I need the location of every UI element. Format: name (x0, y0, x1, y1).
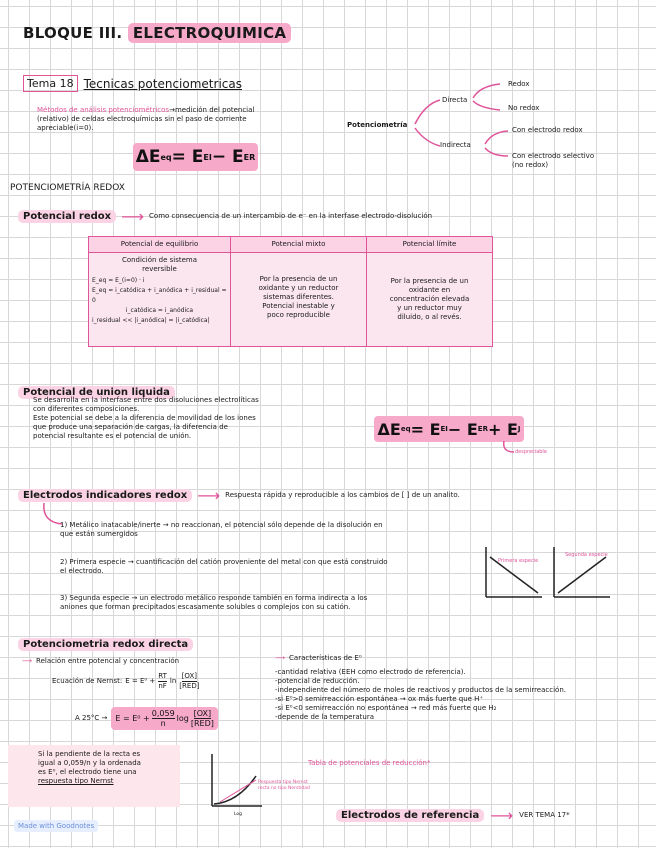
table-header-equilibrio: Potencial de equilibrio (89, 237, 231, 253)
nernst-conc (179, 672, 199, 691)
union-line2: con diferentes composiciones. (33, 405, 140, 413)
nernst-nf: nF (158, 682, 167, 690)
note-line2: igual a 0,059/n y la ordenada (38, 759, 141, 767)
cell1-line2: reversible (142, 265, 177, 273)
fu-t1-sub: EI (440, 425, 448, 433)
tree-indirecta: Indirecta (440, 141, 471, 149)
caract-4: -si E⁰>0 semirreacción espontánea → ox más fuerte que H⁺ (275, 695, 484, 703)
table-cell-limite (367, 253, 493, 347)
e25-num: 0,059 (151, 709, 175, 718)
fu-plus: + E (487, 419, 518, 439)
cell2-line3: sistemas diferentes. (263, 293, 334, 301)
formula-lhs: ΔE (135, 147, 161, 167)
relacion-text: Relación entre potencial y concentración (36, 657, 180, 665)
fu-t3-sub: J (517, 425, 521, 433)
caract-2: -potencial de reducción. (275, 677, 360, 685)
tree-redox: Redox (508, 80, 530, 88)
caract-3: -independiente del número de moles de reactivos y productos de la semirreacción. (275, 686, 566, 694)
nernst-graph-labels (258, 780, 310, 792)
potencial-redox-row (18, 207, 432, 226)
e25: E = E⁰ + (115, 714, 150, 723)
cell1-line5: i_catódica = i_anódica (125, 307, 194, 314)
metodos-highlight: Métodos de análisis potenciométricos (37, 106, 170, 114)
page-title (23, 24, 291, 42)
formula-eq: = E (171, 147, 204, 167)
item1-line1: 1) Metálico inatacable/inerte → no reaccionan, el potencial sólo depende de la disolución en (60, 521, 383, 529)
e25-log: log (176, 714, 189, 723)
table-header-limite: Potencial límite (367, 237, 493, 253)
nernst-25c (75, 707, 218, 730)
potencial-redox-label: Potencial redox (18, 210, 116, 223)
graph-xlabel: Log (234, 812, 243, 817)
formula-lhs-sub: eq (160, 152, 172, 162)
relacion-row (22, 657, 179, 666)
note-line3: es E⁰, el electrodo tiene una (38, 768, 137, 776)
item3-line1: 3) Segunda especie → un electrodo metálico responde también en forma indirecta a los (60, 594, 368, 602)
formula-minus: − E (211, 147, 244, 167)
cell3-line3: concentración elevada (389, 295, 470, 303)
electrodo-item-3 (60, 594, 480, 612)
e25-ox: [OX] (193, 709, 212, 718)
nernst-ln: ln (169, 677, 177, 685)
fu-lhs-sub: eq (400, 425, 411, 433)
e25-fraction (152, 709, 175, 728)
item1-line2: que están sumergidos (60, 530, 138, 538)
union-line5: potencial resultante es el potencial de unión. (33, 432, 192, 440)
nernst-red: [RED] (179, 682, 200, 690)
formula-main (133, 143, 258, 171)
union-liquida-text (33, 396, 333, 441)
electrodo-item-1 (60, 521, 480, 539)
caract-6: -depende de la temperatura (275, 713, 375, 721)
bloque-label: BLOQUE III. (23, 24, 123, 42)
tema-number: Tema 18 (23, 75, 78, 92)
electrodos-text: Respuesta rápida y reproducible a los cambios de [ ] de un analito. (225, 491, 460, 499)
item3-line2: aniones que forman precipitados escasamente solubles o complejos con su catión. (60, 603, 351, 611)
caract-title: Características de E⁰ (289, 654, 362, 662)
fu-minus: − E (447, 419, 478, 439)
section-potenciometria-redox: POTENCIOMETRÍA REDOX (10, 183, 125, 193)
graph2-label: Segunda especie (565, 552, 608, 558)
referencia-row (336, 806, 570, 825)
cell3-line4: y un reductor muy (397, 304, 462, 312)
potencial-redox-text: Como consecuencia de un intercambio de e⁻ en la interfase electrodo-disolución (149, 212, 433, 220)
potential-table (88, 236, 493, 347)
electrodos-label: Electrodos indicadores redox (18, 489, 192, 502)
cell1-line6: i_residual << |i_anódica| = |i_catódica| (92, 317, 210, 324)
referencia-ver: VER TEMA 17* (519, 811, 570, 819)
tree-selectivo-line2: (no redox) (512, 161, 549, 169)
formula-union (374, 416, 524, 442)
caract-list (275, 668, 645, 722)
table-cell-mixto (231, 253, 367, 347)
fu-lhs: ΔE (377, 419, 401, 439)
nernst-rt: RT (158, 672, 167, 680)
cell2-line5: poco reproducible (267, 311, 330, 319)
cell1-line1: Condición de sistema (121, 256, 198, 264)
nernst-fraction (158, 672, 167, 691)
temp-label: A 25°C → (75, 714, 108, 722)
cell3-line1: Por la presencia de un (390, 277, 469, 285)
arrow-right-icon: ⟶ (197, 486, 221, 505)
nernst-equation (52, 672, 199, 691)
directa-section (18, 632, 193, 651)
caract-1: -cantidad relativa (EEH como electrodo de referencia). (275, 668, 466, 676)
caract-title-row (275, 654, 362, 663)
e25-den: n (160, 719, 166, 728)
metodos-text-3: apreciable(i=0). (37, 124, 94, 132)
directa-label: Potenciometria redox directa (18, 638, 193, 651)
tema-header (23, 75, 242, 92)
tree-root: Potenciometría (347, 121, 408, 129)
arrow-right-icon: ⟶ (490, 806, 514, 825)
cell3-line2: oxidante en (408, 286, 451, 294)
table-cell-equilibrio (89, 253, 231, 347)
union-line4: que produce una separación de cargas, la diferencia de (33, 423, 228, 431)
cell1-line4: E_eq = i_catódica + i_anódica + i_residual = 0 (92, 287, 227, 304)
metodos-text-1: medición del potencial (174, 106, 255, 114)
arrow-right-icon: ⟶ (22, 657, 33, 665)
nernst-response-graph (208, 752, 263, 812)
despreciable-label: despreciable (515, 449, 547, 455)
fu-t2-sub: ER (477, 425, 488, 433)
graph-label1: Respuesta tipo Nernst (258, 780, 308, 785)
item2-line2: el electrodo. (60, 567, 104, 575)
arrow-right-icon: ⟶ (275, 654, 286, 662)
nernst-label: Ecuación de Nernst: (52, 677, 123, 685)
cell2-line1: Por la presencia de un (259, 275, 338, 283)
union-line1: Se desarrolla en la interfase entre dos disoluciones electrolíticas (33, 396, 259, 404)
tree-no-redox: No redox (508, 104, 540, 112)
cell2-line2: oxidante y un reductor (258, 284, 339, 292)
caract-5: -si E⁰<0 semirreacción no espontánea → red más fuerte que H₂ (275, 704, 497, 712)
note-box (8, 745, 180, 807)
title-highlight: ELECTROQUIMICA (128, 23, 291, 43)
tree-electrodo-selectivo (512, 152, 594, 170)
goodnotes-watermark: Made with Goodnotes (14, 820, 98, 832)
graph-primera-especie (482, 545, 544, 600)
formula-t1-sub: EI (203, 152, 212, 162)
tabla-potenciales-link[interactable]: Tabla de potenciales de reducción* (308, 759, 431, 767)
cell2-line4: Potencial inestable y (262, 302, 335, 310)
referencia-label: Electrodos de referencia (336, 809, 484, 822)
table-header-mixto: Potencial mixto (231, 237, 367, 253)
item2-line1: 2) Primera especie → cuantificación del catión proveniente del metal con que está construido (60, 558, 388, 566)
tree-selectivo-line1: Con electrodo selectivo (512, 152, 595, 160)
nernst-eq: E = E⁰ + (125, 677, 156, 685)
union-liquida-label: Potencial de union liquida (18, 386, 175, 399)
graph-label2: recta no tipo Nerstidad (258, 786, 310, 791)
union-line3: Este potencial se debe a la diferencia de movilidad de los iones (33, 414, 256, 422)
metodos-text-2: (relativo) de celdas electroquímicas sin el paso de corriente (37, 115, 247, 123)
electrodo-item-2 (60, 558, 480, 576)
note-line1: Si la pendiente de la recta es (38, 750, 141, 758)
tema-name: Tecnicas potenciometricas (83, 76, 242, 91)
potenciometria-tree-lines (340, 76, 640, 186)
arrow-right-icon: ⟶ (121, 207, 145, 226)
tree-directa: Directa (442, 96, 468, 104)
curved-arrow-icon (498, 440, 516, 456)
nernst-25-formula (111, 707, 217, 730)
metodos-definition (37, 106, 312, 133)
electrodos-row (18, 486, 460, 505)
nernst-ox: [OX] (181, 672, 198, 680)
e25-red: [RED] (190, 719, 214, 728)
tree-electrodo-redox: Con electrodo redox (512, 126, 583, 134)
arrow-icon: → (169, 106, 175, 114)
cell1-line3: E_eq = E_(i=0) · i (92, 277, 145, 284)
fu-eq: = E (410, 419, 441, 439)
cell3-line5: diluido, o al revés. (397, 313, 462, 321)
graph1-label: Primera especie (498, 558, 539, 564)
formula-t2-sub: ER (243, 152, 256, 162)
e25-conc (191, 709, 214, 728)
note-line4: respuesta tipo Nernst (38, 777, 114, 785)
